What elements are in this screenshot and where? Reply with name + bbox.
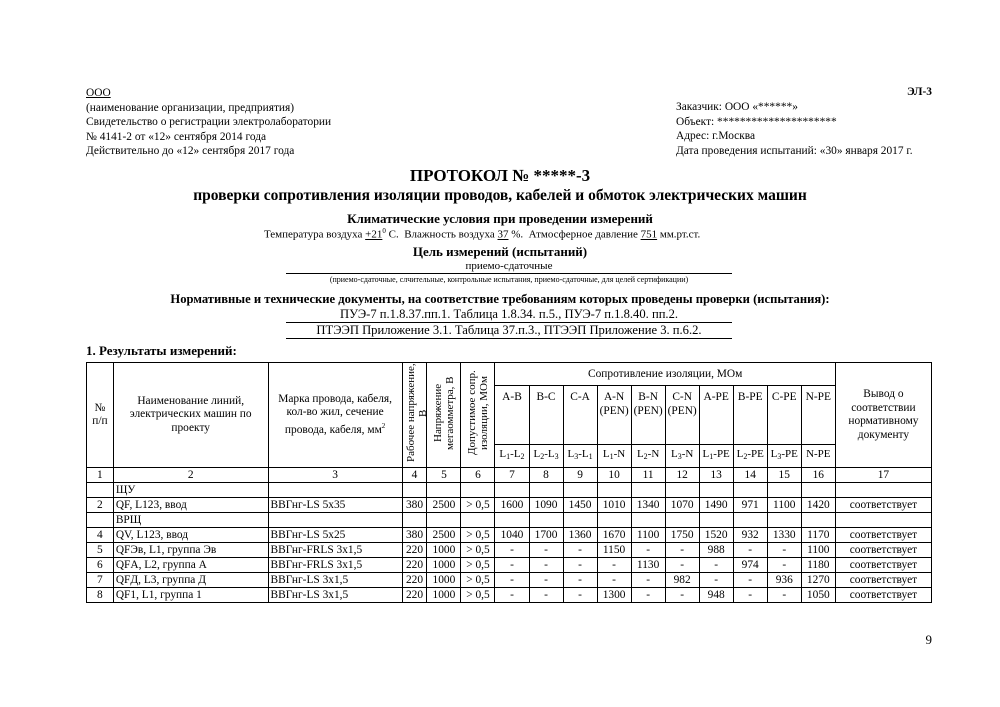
resistance-value: 1100: [631, 528, 665, 543]
column-number: 8: [529, 468, 563, 483]
conclusion: соответствует: [835, 558, 931, 573]
phase-designation: [631, 444, 665, 467]
row-number: 2: [87, 498, 114, 513]
phase-designation-part: -L: [544, 448, 555, 461]
column-number: 16: [801, 468, 835, 483]
temperature-value: +21: [365, 228, 383, 241]
resistance-value: 1420: [801, 498, 835, 513]
phase-header: [733, 386, 767, 445]
column-number: 2: [113, 468, 268, 483]
page-number: 9: [925, 632, 932, 647]
phase-designation-part: 1: [609, 452, 614, 462]
phase-designation-part: L: [533, 448, 541, 461]
phase-designation: [665, 444, 699, 467]
protocol-title: ПРОТОКОЛ № *****-3: [409, 166, 591, 185]
allowed-resistance: > 0,5: [461, 498, 495, 513]
resistance-value: -: [665, 558, 699, 573]
column-number: 14: [733, 468, 767, 483]
resistance-value: -: [495, 588, 529, 603]
group-empty-cell: [427, 483, 461, 498]
phase-designation: [699, 444, 733, 467]
resistance-value: 1300: [597, 588, 631, 603]
phase-designation-part: -L: [578, 448, 589, 461]
group-row: [87, 483, 932, 498]
line-name: QF1, L1, группа 1: [113, 588, 268, 603]
phase-designation: [495, 444, 529, 467]
megger-voltage: 1000: [427, 588, 461, 603]
humidity-value: 37: [497, 228, 509, 241]
conditions-line: [264, 227, 700, 241]
resistance-value: 1130: [631, 558, 665, 573]
group-empty-cell: [529, 483, 563, 498]
row-number: 8: [87, 588, 114, 603]
phase-designation-part: 2: [540, 452, 545, 462]
phase-designation: [563, 444, 597, 467]
phase-pen: (PEN): [633, 405, 663, 418]
temperature-unit: С.: [388, 228, 399, 241]
resistance-value: 1070: [665, 498, 699, 513]
phase-header: [563, 386, 597, 445]
customer: Заказчик: ООО «******»: [676, 101, 798, 113]
customer-block: [676, 100, 913, 158]
header-voltage-text: Рабочее напряжение, В: [404, 363, 429, 463]
phase-designation-part: L: [736, 448, 744, 461]
cable-brand: ВВГнг-FRLS 3х1,5: [268, 558, 402, 573]
object: Объект: *********************: [676, 115, 837, 128]
phase-designation-part: 3: [574, 452, 579, 462]
resistance-value: 936: [767, 573, 801, 588]
resistance-value: -: [699, 558, 733, 573]
phase-designation: [733, 444, 767, 467]
docs-line-1: ПУЭ-7 п.1.8.37.пп.1. Таблица 1.8.34. п.5., ПУЭ-7 п.1.8.40. пп.2.: [286, 307, 732, 323]
resistance-value: -: [529, 543, 563, 558]
working-voltage: 220: [402, 573, 427, 588]
resistance-value: -: [495, 543, 529, 558]
phase-label: A-N: [603, 391, 625, 404]
pressure-unit: мм.рт.ст.: [659, 228, 701, 241]
column-number: 4: [402, 468, 427, 483]
resistance-value: 971: [733, 498, 767, 513]
group-empty-cell: [699, 513, 733, 528]
certificate-number: № 4141-2 от «12» сентября 2014 года: [86, 130, 267, 143]
allowed-resistance: > 0,5: [461, 528, 495, 543]
temperature-degree: 0: [382, 227, 386, 235]
resistance-value: -: [631, 588, 665, 603]
resistance-value: 1450: [563, 498, 597, 513]
resistance-value: 1490: [699, 498, 733, 513]
megger-voltage: 1000: [427, 573, 461, 588]
column-number: 5: [427, 468, 461, 483]
purpose-value: приемо-сдаточные: [286, 260, 732, 274]
conclusion: соответствует: [835, 573, 931, 588]
phase-pen: (PEN): [667, 405, 697, 418]
phase-label: A-B: [502, 391, 522, 404]
resistance-value: -: [699, 573, 733, 588]
table-row: [87, 573, 932, 588]
group-empty-cell: [427, 513, 461, 528]
phase-designation-part: L: [670, 448, 678, 461]
humidity-label: Влажность воздуха: [404, 228, 495, 241]
resistance-value: 1750: [665, 528, 699, 543]
resistance-value: -: [733, 588, 767, 603]
group-row: [87, 513, 932, 528]
phase-designation-part: -PE: [713, 448, 730, 461]
phase-designation-part: 1: [506, 452, 511, 462]
column-number: 3: [268, 468, 402, 483]
group-empty-cell: [699, 483, 733, 498]
header-resistance: Сопротивление изоляции, МОм: [495, 363, 835, 386]
group-empty-cell: [402, 513, 427, 528]
resistance-value: 1700: [529, 528, 563, 543]
phase-designation-part: N-PE: [806, 448, 831, 461]
allowed-resistance: > 0,5: [461, 573, 495, 588]
resistance-value: -: [665, 543, 699, 558]
header-conclusion: Вывод о соответствии нормативному документу: [835, 363, 931, 468]
header-megger: [427, 363, 461, 468]
column-number: 15: [767, 468, 801, 483]
conditions-heading: Климатические условия при проведении измерений: [347, 211, 653, 226]
conclusion: соответствует: [835, 498, 931, 513]
table-row: [87, 498, 932, 513]
resistance-value: -: [529, 573, 563, 588]
docs-line-2: ПТЭЭП Приложение 3.1. Таблица 37.п.3., ПТЭЭП Приложение 3. п.6.2.: [286, 323, 732, 339]
row-number: 7: [87, 573, 114, 588]
group-empty-cell: [495, 513, 529, 528]
pressure-value: 751: [640, 228, 658, 241]
organization-block: [86, 86, 331, 159]
phase-designation: [597, 444, 631, 467]
cable-brand: ВВГнг-LS 5х25: [268, 528, 402, 543]
phase-designation-part: 1: [709, 452, 714, 462]
working-voltage: 220: [402, 588, 427, 603]
cable-brand: ВВГнг-LS 3х1,5: [268, 588, 402, 603]
header-brand-sup: 2: [381, 421, 386, 430]
table-row: [87, 528, 932, 543]
resistance-value: 1150: [597, 543, 631, 558]
group-empty-cell: [665, 483, 699, 498]
certificate-validity: Действительно до «12» сентября 2017 года: [86, 145, 295, 158]
section-results-title: 1. Результаты измерений:: [86, 343, 237, 358]
phase-label: N-PE: [805, 391, 831, 404]
header-allowed-text: Допустимое сопр. изоляции, МОм: [465, 370, 490, 456]
resistance-value: 1170: [801, 528, 835, 543]
header-voltage: [402, 363, 427, 468]
group-empty-cell: [268, 483, 402, 498]
group-empty-cell: [87, 483, 114, 498]
header-row-column-numbers: [87, 468, 932, 483]
phase-designation-part: 3: [677, 452, 682, 462]
address: Адрес: г.Москва: [676, 130, 756, 143]
resistance-value: -: [631, 543, 665, 558]
phase-designation-part: L: [499, 448, 507, 461]
conclusion: соответствует: [835, 543, 931, 558]
resistance-value: -: [767, 543, 801, 558]
phase-designation-part: -L: [510, 448, 521, 461]
allowed-resistance: > 0,5: [461, 588, 495, 603]
conclusion: соответствует: [835, 588, 931, 603]
phase-label: B-PE: [737, 391, 763, 404]
resistance-value: -: [767, 558, 801, 573]
phase-designation-part: -N: [613, 448, 626, 461]
header-name: Наименование линий, электрических машин по проекту: [113, 363, 268, 468]
form-code: ЭЛ-3: [907, 86, 932, 98]
allowed-resistance: > 0,5: [461, 543, 495, 558]
phase-header: [597, 386, 631, 445]
header-megger-text: Напряжение мегаомметра, В: [431, 376, 456, 450]
header-brand: [268, 363, 402, 468]
column-number: 12: [665, 468, 699, 483]
resistance-value: -: [665, 588, 699, 603]
phase-designation-part: 3: [777, 452, 782, 462]
cable-brand: ВВГнг-LS 3х1,5: [268, 573, 402, 588]
group-empty-cell: [563, 483, 597, 498]
phase-designation-part: L: [567, 448, 575, 461]
resistance-value: -: [563, 558, 597, 573]
protocol-subtitle: проверки сопротивления изоляции проводов, кабелей и обмоток электрических машин: [193, 187, 807, 204]
group-label: ЩУ: [113, 483, 268, 498]
resistance-value: 948: [699, 588, 733, 603]
resistance-value: 1520: [699, 528, 733, 543]
resistance-value: 1040: [495, 528, 529, 543]
megger-voltage: 1000: [427, 543, 461, 558]
resistance-value: 1100: [801, 543, 835, 558]
resistance-value: -: [563, 588, 597, 603]
column-number: 17: [835, 468, 931, 483]
group-empty-cell: [529, 513, 563, 528]
row-number: 4: [87, 528, 114, 543]
group-empty-cell: [563, 513, 597, 528]
resistance-value: -: [597, 573, 631, 588]
group-empty-cell: [801, 513, 835, 528]
resistance-value: -: [733, 543, 767, 558]
phase-designation-part: -N: [681, 448, 694, 461]
temperature-label: Температура воздуха: [264, 228, 363, 241]
cable-brand: ВВГнг-LS 5х35: [268, 498, 402, 513]
phase-designation-part: L: [702, 448, 710, 461]
allowed-resistance: > 0,5: [461, 558, 495, 573]
results-table: [86, 362, 932, 603]
line-name: QFЭв, L1, группа Эв: [113, 543, 268, 558]
group-empty-cell: [461, 483, 495, 498]
phase-designation-part: -PE: [747, 448, 764, 461]
phase-pen: (PEN): [599, 405, 629, 418]
test-date: Дата проведения испытаний: «30» января 2017 г.: [676, 144, 913, 157]
group-empty-cell: [767, 513, 801, 528]
working-voltage: 220: [402, 543, 427, 558]
resistance-value: -: [563, 573, 597, 588]
resistance-value: 1600: [495, 498, 529, 513]
group-empty-cell: [268, 513, 402, 528]
resistance-value: 974: [733, 558, 767, 573]
group-empty-cell: [597, 513, 631, 528]
line-name: QFА, L2, группа А: [113, 558, 268, 573]
row-number: 6: [87, 558, 114, 573]
phase-designation-part: 2: [743, 452, 748, 462]
group-empty-cell: [767, 483, 801, 498]
header-num: № п/п: [87, 363, 114, 468]
row-number: 5: [87, 543, 114, 558]
line-name: QF, L123, ввод: [113, 498, 268, 513]
phase-label: B-N: [638, 391, 658, 404]
phase-designation-part: L: [636, 448, 644, 461]
pressure-label: Атмосферное давление: [528, 228, 638, 241]
resistance-value: 1010: [597, 498, 631, 513]
group-empty-cell: [597, 483, 631, 498]
phase-header: [801, 386, 835, 445]
header-brand-text: Марка провода, кабеля, кол-во жил, сечение провода, кабеля, мм: [278, 392, 392, 436]
resistance-value: -: [529, 558, 563, 573]
group-empty-cell: [665, 513, 699, 528]
phase-designation-part: -N: [647, 448, 660, 461]
working-voltage: 220: [402, 558, 427, 573]
table-row: [87, 558, 932, 573]
table-row: [87, 588, 932, 603]
group-empty-cell: [631, 483, 665, 498]
group-empty-cell: [495, 483, 529, 498]
phase-header: [665, 386, 699, 445]
phase-label: A-PE: [703, 391, 729, 404]
phase-designation-part: 1: [588, 452, 593, 462]
header-row-top: [87, 363, 932, 386]
phase-label: C-N: [672, 391, 692, 404]
group-empty-cell: [801, 483, 835, 498]
line-name: QV, L123, ввод: [113, 528, 268, 543]
purpose-heading: Цель измерений (испытаний): [412, 244, 588, 259]
conclusion: соответствует: [835, 528, 931, 543]
line-name: QFД, L3, группа Д: [113, 573, 268, 588]
resistance-value: 1360: [563, 528, 597, 543]
phase-designation: [767, 444, 801, 467]
working-voltage: 380: [402, 528, 427, 543]
megger-voltage: 2500: [427, 498, 461, 513]
phase-designation: [801, 444, 835, 467]
megger-voltage: 2500: [427, 528, 461, 543]
megger-voltage: 1000: [427, 558, 461, 573]
phase-header: [529, 386, 563, 445]
phase-header: [631, 386, 665, 445]
column-number: 7: [495, 468, 529, 483]
group-empty-cell: [835, 483, 931, 498]
resistance-value: -: [733, 573, 767, 588]
resistance-value: 1670: [597, 528, 631, 543]
column-number: 10: [597, 468, 631, 483]
resistance-value: -: [495, 573, 529, 588]
certificate-line: Свидетельство о регистрации электролаборатории: [86, 116, 332, 129]
resistance-value: -: [631, 573, 665, 588]
docs-heading: Нормативные и технические документы, на соответствие требованиям которых проведены проверки (испытания):: [170, 292, 830, 306]
group-label: ВРЩ: [113, 513, 268, 528]
group-empty-cell: [87, 513, 114, 528]
column-number: 13: [699, 468, 733, 483]
resistance-value: 932: [733, 528, 767, 543]
purpose-caption: (приемо-сдаточные, слчительные, контрольные испытания, приемо-сдаточные, для целей сертификации): [329, 275, 689, 284]
resistance-value: -: [563, 543, 597, 558]
resistance-value: 1180: [801, 558, 835, 573]
resistance-value: 1330: [767, 528, 801, 543]
resistance-value: 1100: [767, 498, 801, 513]
group-empty-cell: [402, 483, 427, 498]
phase-header: [767, 386, 801, 445]
resistance-value: 1270: [801, 573, 835, 588]
phase-designation: [529, 444, 563, 467]
table-row: [87, 543, 932, 558]
phase-designation-part: 2: [643, 452, 648, 462]
group-empty-cell: [733, 483, 767, 498]
phase-label: C-PE: [771, 391, 797, 404]
resistance-value: -: [495, 558, 529, 573]
phase-header: [495, 386, 529, 445]
phase-designation-part: 3: [554, 452, 559, 462]
column-number: 11: [631, 468, 665, 483]
group-empty-cell: [733, 513, 767, 528]
header-allowed: [461, 363, 495, 468]
cable-brand: ВВГнг-FRLS 3х1,5: [268, 543, 402, 558]
resistance-value: 1340: [631, 498, 665, 513]
resistance-value: -: [767, 588, 801, 603]
resistance-value: -: [597, 558, 631, 573]
resistance-value: 1050: [801, 588, 835, 603]
column-number: 6: [461, 468, 495, 483]
column-number: 9: [563, 468, 597, 483]
phase-designation-part: L: [602, 448, 610, 461]
resistance-value: 982: [665, 573, 699, 588]
phase-designation-part: 2: [520, 452, 525, 462]
phase-label: B-C: [536, 391, 556, 404]
humidity-unit: %.: [511, 228, 524, 241]
group-empty-cell: [631, 513, 665, 528]
group-empty-cell: [461, 513, 495, 528]
working-voltage: 380: [402, 498, 427, 513]
phase-designation-part: -PE: [781, 448, 798, 461]
phase-header: [699, 386, 733, 445]
column-number: 1: [87, 468, 114, 483]
org-name: ООО: [86, 87, 111, 99]
resistance-value: 988: [699, 543, 733, 558]
phase-label: C-A: [570, 391, 590, 404]
resistance-value: -: [529, 588, 563, 603]
resistance-value: 1090: [529, 498, 563, 513]
group-empty-cell: [835, 513, 931, 528]
phase-designation-part: L: [770, 448, 778, 461]
org-caption: (наименование организации, предприятия): [86, 101, 295, 114]
